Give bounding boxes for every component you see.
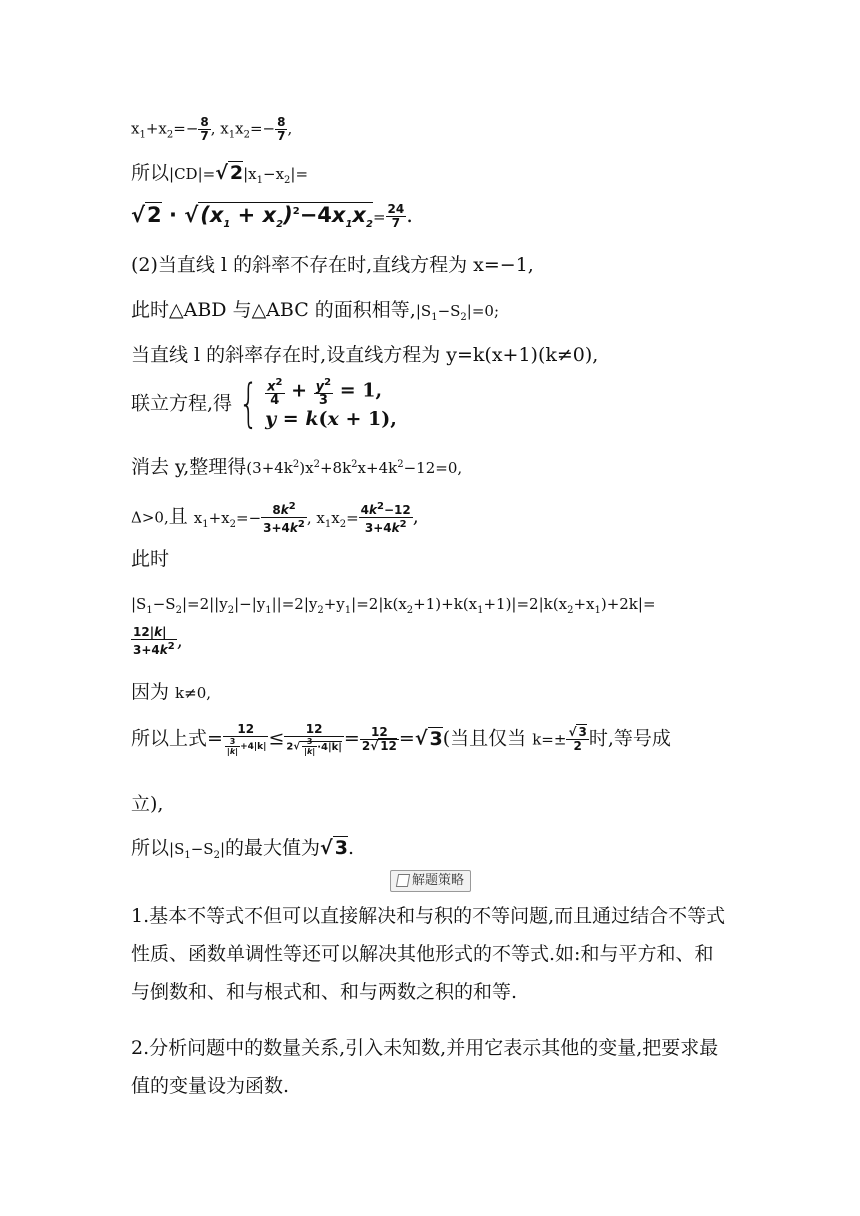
note-icon: [396, 874, 410, 887]
cd-length-result: $√2 \cdot √(x_1 + x_2)^2-4x_1x_2=$ $\frac{24}{7}$ .: [131, 202, 413, 231]
inequality-prefix: 所以上式=: [131, 727, 223, 750]
inequality-continued: 立),: [131, 793, 164, 815]
k-nonzero: 因为 k≠0,: [131, 681, 212, 703]
vieta-line: $x_1+x_2=-$ $\frac{8}{7}$ , $x_1x_2=-$ $\frac{8}{7}$ ,: [131, 115, 293, 143]
strategy-tag-label: 解题策略: [411, 873, 464, 888]
left-brace: {: [238, 373, 259, 434]
area-difference-derivation: $|S_1-S_2|=2||y_2|-|y_1||=2|y_2+y_1|=2|k(x_2+1)+k(x_1+1)|=2|k(x_2+x_1)+2k|=$: [131, 595, 656, 616]
discriminant-vieta: Δ>0,且 $x_1+x_2=-$ $\frac{8k^2}{3+4k^2}$ , $x_1x_2=$ $\frac{4k^2-12}{3+4k^2}$ ,: [131, 501, 419, 535]
system-prefix: 联立方程,得: [131, 392, 233, 415]
case-slope-exists: 当直线 l 的斜率存在时,设直线方程为 y=k(x+1)(k≠0),: [131, 344, 599, 366]
at-this-time: 此时: [131, 548, 170, 570]
equal-area-line: 此时△ABD 与△ABC 的面积相等$,|S_1-S_2|=0$;: [131, 299, 500, 323]
strategy-paragraph-2: 2.分析问题中的数量关系,引入未知数,并用它表示其他的变量,把要求最值的变量设为函数.: [131, 1037, 719, 1097]
inequality-line: 所以上式= 12 $\frac{3}{|k|}$ +4|k| ≤ 12 2√ $\frac{3}{|k|}$ ·4|k| = $\frac{12}{2√ 12}$ =√ 3(当且仅当 k=± $\frac{√ 3}{2}$ 时,等号成: [131, 722, 671, 756]
case-no-slope: (2)当直线 l 的斜率不存在时,直线方程为 x=−1,: [131, 254, 534, 276]
max-value-conclusion: 所以$|S_1-S_2|$的最大值为√ 3.: [131, 837, 355, 861]
cd-length-line: 所以|CD|=√ $2|x_1-x_2|=$: [131, 162, 309, 186]
system-of-equations: [131, 373, 397, 440]
quadratic-line: 消去 y,整理得$(3+4k^2)x^2+8k^2x+4k^2-12=0$,: [131, 456, 463, 478]
area-difference-result: $\frac{12|k|}{3+4k^2}$ ,: [133, 625, 183, 657]
strategy-paragraph-1: 1.基本不等式不但可以直接解决和与积的不等问题,而且通过结合不等式性质、函数单调性等还可以解决其他形式的不等式.如:和与平方和、和与倒数和、和与根式和、和与两数之积的和等.: [131, 905, 726, 1003]
strategy-tag: [390, 870, 471, 892]
system-body: $\frac{x^2}{4}$ + $\frac{y^2}{3}$ = 1, y = k(x + 1),: [265, 377, 397, 431]
